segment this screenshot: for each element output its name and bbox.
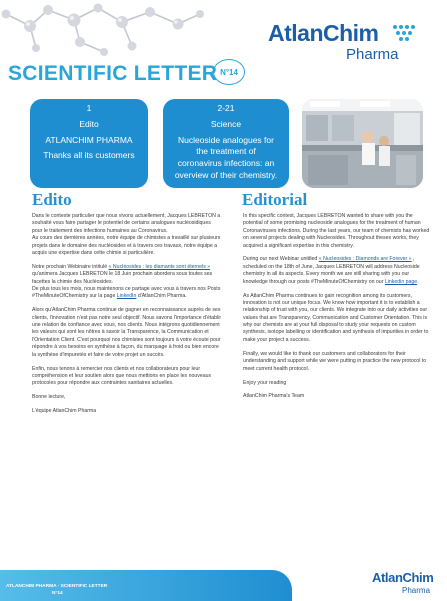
linkedin-link[interactable]: Linkedin page xyxy=(384,278,418,285)
webinar-link[interactable]: « Nucleosides : Diamonds are Forever » xyxy=(318,256,412,263)
card-line: Nucleoside analogues for xyxy=(178,134,274,145)
card-edito[interactable] xyxy=(30,99,148,188)
card-number: 2-21 xyxy=(217,103,235,113)
card-line: overview of their chemistry. xyxy=(174,169,278,180)
editorial-paragraph: In this specific context, Jacques LEBRETON wanted to share with you the potential of some promising nucleoside analogues for the treatment of human Coronaviruses infections. During the last years, our team of chemists has worked on several projects dealing with Nucleosides. Throughout theses works, they acquired a significant expertise in this chemistry. xyxy=(243,213,430,249)
atlanchim-logo xyxy=(268,20,436,66)
footer-logo xyxy=(372,568,440,596)
edito-paragraph: Dans le contexte particulier que nous vivons actuellement, Jacques LEBRETON a souhaité vous faire partager le potentiel de certains analogues nucléosidiques pour le traitement des infections humaines au Coronavirus. Au cours des dernières années, notre équipe de chimistes a travaillé sur plusieurs projets dans le domaine des nucléosides et à travers ces travaux, notre équipe a acquis une expertise dans cette chimie si particulière. xyxy=(32,213,221,256)
linkedin-link[interactable]: LinkedIn xyxy=(116,293,137,300)
edito-heading: Edito xyxy=(32,190,72,209)
footer-logo-subtitle: Pharma xyxy=(402,586,431,595)
card-label: Science xyxy=(210,118,242,129)
edito-column xyxy=(32,213,222,422)
card-science[interactable] xyxy=(163,99,289,188)
edito-signature: L'équipe AtlanChim Pharma xyxy=(32,408,97,415)
edito-paragraph: Enfin, nous tenons à remercier nos clients et nos collaborateurs pour leur compréhension et leur soutien alors que nous mettions en place les nouveaux protocoles pour répondre aux contraintes sanitaires actuelles. xyxy=(32,365,212,387)
editorial-column xyxy=(243,213,433,407)
editorial-paragraph: Enjoy your reading xyxy=(243,379,287,386)
logo-brand: AtlanChim xyxy=(268,20,379,46)
card-line: ATLANCHIM PHARMA xyxy=(45,134,133,145)
page-title: SCIENTIFIC LETTER xyxy=(8,62,218,85)
card-number: 1 xyxy=(86,103,92,113)
editorial-signature: AtlanChim Pharma's Team xyxy=(243,393,305,400)
card-line: Thanks all its customers xyxy=(43,150,135,161)
card-label: Edito xyxy=(79,118,99,129)
card-line: the treatment of xyxy=(196,146,256,157)
edito-paragraph: Alors qu'AtlanChim Pharma continue de gagner en reconnaissance auprès de ses clients, l'innovation n'est pas notre seul objectif. Nous savons l'importance d'établir une relation de confiance avec vous, nos clients. Nous intégrons quotidiennement les valeurs qui sont les nôtres à savoir la Transparence, la Communication et l'Orientation Client. C'est pourquoi nos chimistes sont toujours à votre écoute pour répondre à vos besoins en synthèse à façon, du marquage à froid ou bien encore la synthèse d'impuretés et faire de votre projet un succès. xyxy=(32,307,222,358)
molecule-illustration xyxy=(0,0,210,62)
footer-title: ATLANCHIM PHARMA - SCIENTIFIC LETTER xyxy=(6,584,108,589)
card-line: coronavirus infections: an xyxy=(177,158,275,169)
footer-issue: N°14 xyxy=(52,591,63,596)
logo-dots-icon xyxy=(392,24,420,42)
edito-paragraph: Notre prochain Webinaire intitulé « Nucléosides : les diamants sont éternels » qu'animera Jacques LEBRETON le 18 Juin prochain abordera sous toutes ses facettes la chimie des Nucléosides. De plus tous les mois, nous maintenons ce partage avec vous à travers nos Posts #TheMinuteOfChemistry sur la page LinkedIn d'AtlanChim Pharma. xyxy=(32,263,221,300)
webinar-link[interactable]: « Nucléosides : les diamants sont éternels » xyxy=(108,263,211,270)
footer-logo-brand: AtlanChim xyxy=(372,570,434,585)
logo-subtitle: Pharma xyxy=(346,46,399,63)
editorial-paragraph: Finally, we would like to thank our customers and collaborators for their understanding and support while we were putting in practice the new protocol to meet current health protocol. xyxy=(243,350,427,372)
footer xyxy=(0,563,447,601)
editorial-heading: Editorial xyxy=(242,190,308,209)
editorial-paragraph: As AtlanChim Pharma continues to gain recognition among its customers, innovation is not our unique focus. We know how important it is to establish a relationship of trust with you, our clients. We integrate into our daily activities our values that are Transparency, Communication and Customer Orientation. This is why our chemists are at your full disposal to study your requests on custom synthesis, isotope labelling or identification and synthesis of impurities in order to make your project a success. xyxy=(243,292,429,343)
laboratory-photo xyxy=(302,99,423,188)
issue-badge: N°14 xyxy=(213,59,245,85)
edito-paragraph: Bonne lecture, xyxy=(32,394,66,401)
editorial-paragraph: During our next Webinar untitled « Nucleosides : Diamonds are Forever » , scheduled on the 18th of June, Jacques LEBRETON will address Nucleoside chemistry in all its aspects. Every month we are still sharing with you our knowledge through our posts #TheMinuteOfChemistry on our Linkedin page. xyxy=(243,256,420,285)
